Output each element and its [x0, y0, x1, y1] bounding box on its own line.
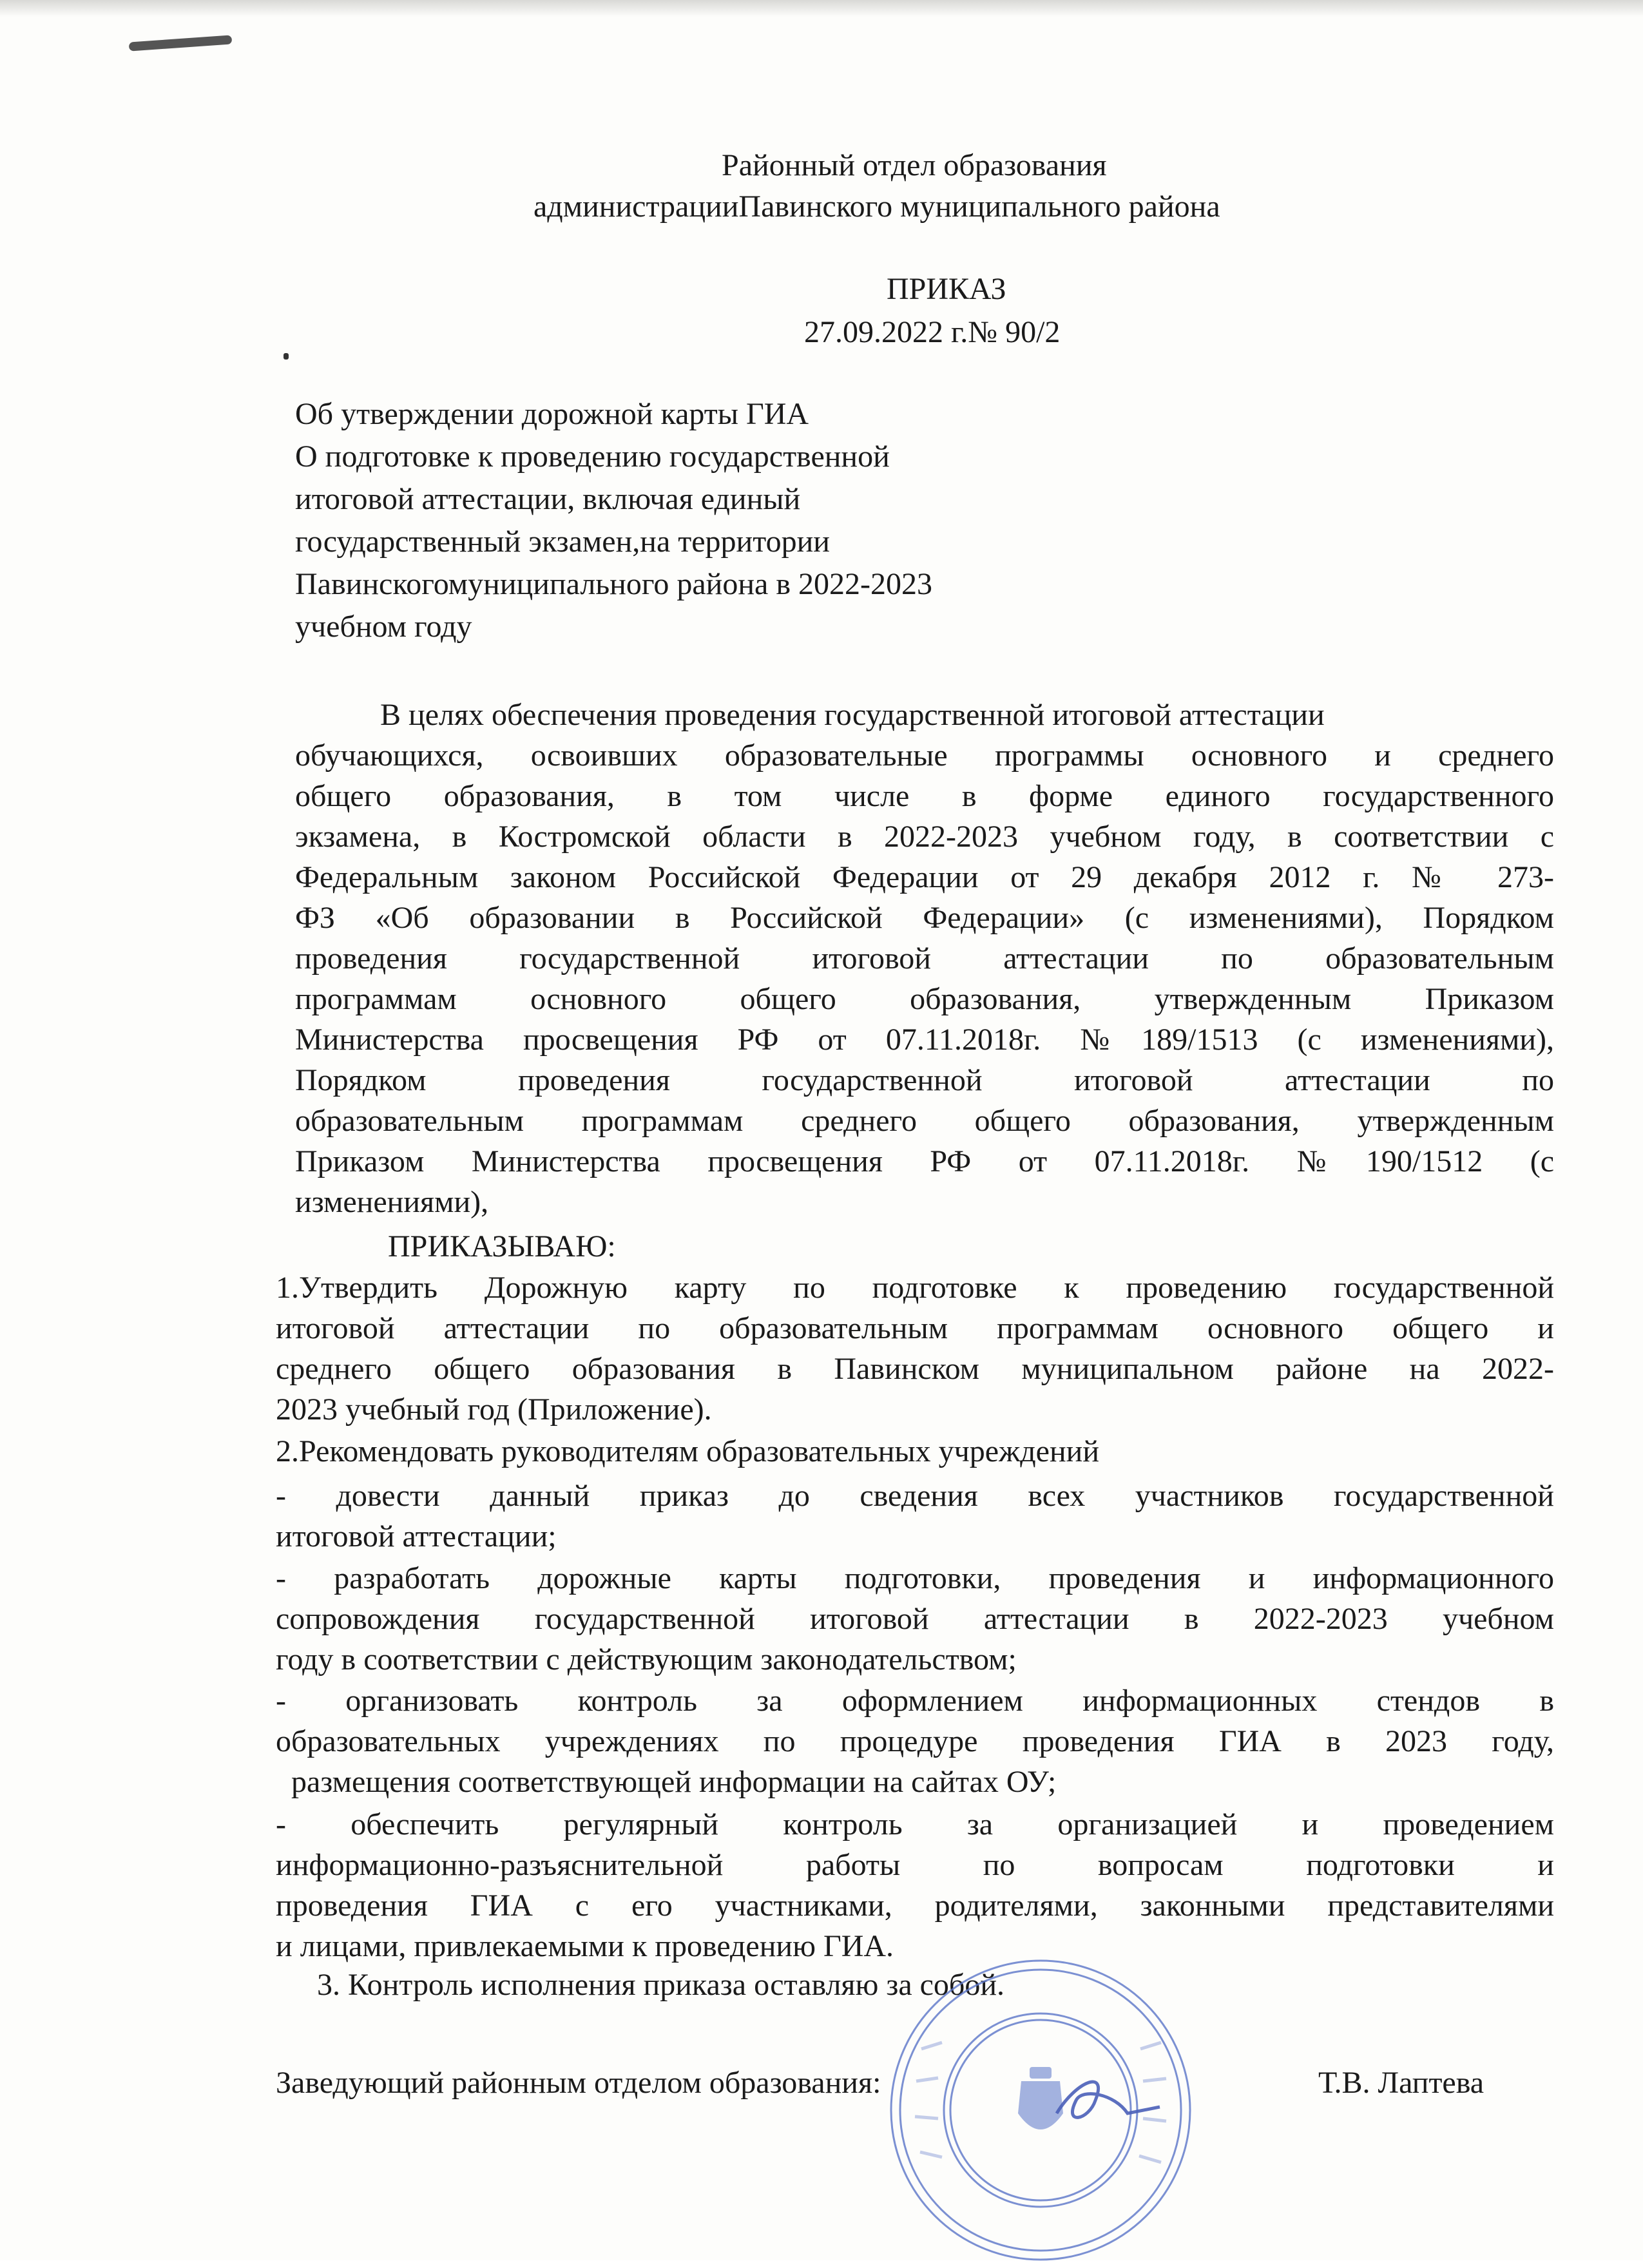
scan-dot [283, 353, 289, 360]
preamble-line: В целях обеспечения проведения государственной итоговой аттестации [380, 698, 1325, 732]
item-1-line: 1.Утвердить Дорожную карту по подготовке к проведению государственной [276, 1271, 1554, 1305]
item-1-line: итоговой аттестации по образовательным программам основного общего и [276, 1311, 1554, 1345]
sub-1-line: - довести данный приказ до сведения всех участников государственной [276, 1479, 1554, 1513]
item-1 [276, 1267, 1554, 1430]
item-1-line: среднего общего образования в Павинском муниципальном районе на 2022- [276, 1352, 1554, 1386]
handwritten-signature [1057, 2082, 1160, 2117]
sub-2-line: году в соответствии с действующим законодательством; [276, 1642, 1017, 1677]
item-2-sub-4 [276, 1804, 1554, 1966]
sub-4-line: проведения ГИА с его участниками, родителями, законными представителями [276, 1888, 1554, 1923]
order-subject [295, 393, 932, 648]
org-line-1: Районный отдел образования [722, 148, 1107, 182]
preamble-line: Федеральным законом Российской Федерации от 29 декабря 2012 г. № 273- [295, 860, 1554, 894]
sub-1-line: итоговой аттестации; [276, 1519, 557, 1553]
sub-3-line: образовательных учреждениях по процедуре проведения ГИА в 2023 году, [276, 1724, 1554, 1758]
preamble-line: Приказом Министерства просвещения РФ от 07.11.2018г. №190/1512 (с [295, 1144, 1554, 1178]
preamble-line: Министерства просвещения РФ от 07.11.2018г. №189/1513 (с изменениями), [295, 1023, 1554, 1057]
scan-mark [129, 35, 233, 51]
preamble-line: изменениями), [295, 1185, 489, 1219]
preamble-paragraph [295, 695, 1554, 1222]
subject-line: итоговой аттестации, включая единый [295, 482, 801, 516]
subject-line: государственный экзамен,на территории [295, 524, 830, 559]
order-date-number: 27.09.2022 г.№ 90/2 [804, 315, 1061, 349]
preamble-line: экзамена, в Костромской области в 2022-2023 учебном году, в соответствии с [295, 820, 1554, 854]
org-line-2: администрацииПавинского муниципального района [533, 189, 1220, 224]
preamble-line: обучающихся, освоивших образовательные программы основного и среднего [295, 738, 1554, 773]
subject-line: Павинскогомуниципального района в 2022-2023 [295, 567, 932, 601]
sub-3-line: размещения соответствующей информации на сайтах ОУ; [291, 1765, 1057, 1799]
signature-name: Т.В. Лаптева [1318, 2066, 1484, 2100]
order-title: ПРИКАЗ [887, 272, 1006, 306]
preamble-line: проведения государственной итоговой аттестации по образовательным [295, 941, 1554, 975]
subject-line: Об утверждении дорожной карты ГИА [295, 397, 809, 431]
item-1-line: 2023 учебный год (Приложение). [276, 1392, 712, 1427]
subject-line: О подготовке к проведению государственной [295, 439, 890, 474]
order-word: ПРИКАЗЫВАЮ: [388, 1229, 616, 1264]
subject-line: учебном году [295, 610, 472, 644]
sub-2-line: сопровождения государственной итоговой аттестации в 2022-2023 учебном [276, 1602, 1554, 1636]
signature-position: Заведующий районным отделом образования: [276, 2066, 881, 2100]
preamble-line: Порядком проведения государственной итоговой аттестации по [295, 1063, 1554, 1097]
preamble-line: ФЗ «Об образовании в Российской Федерации» (с изменениями), Порядком [295, 901, 1554, 935]
item-2-sub-2 [276, 1558, 1554, 1680]
preamble-line: общего образования, в том числе в форме единого государственного [295, 779, 1554, 813]
item-2-sub-1 [276, 1475, 1554, 1557]
item-3: 3. Контроль исполнения приказа оставляю за собой. [317, 1968, 1005, 2002]
scan-edge-shadow [0, 0, 1643, 17]
preamble-line: программам основного общего образования, утвержденным Приказом [295, 982, 1554, 1016]
sub-4-line: информационно-разъяснительной работы по вопросам подготовки и [276, 1848, 1554, 1882]
item-2-sub-3 [276, 1680, 1554, 1802]
preamble-line: образовательным программам среднего общего образования, утвержденным [295, 1104, 1554, 1138]
sub-2-line: - разработать дорожные карты подготовки, проведения и информационного [276, 1561, 1554, 1595]
sub-3-line: - организовать контроль за оформлением информационных стендов в [276, 1684, 1554, 1718]
sub-4-line: и лицами, привлекаемыми к проведению ГИА. [276, 1929, 894, 1963]
sub-4-line: - обеспечить регулярный контроль за организацией и проведением [276, 1807, 1554, 1841]
official-seal-stamp [883, 1952, 1198, 2268]
item-2-head: 2.Рекомендовать руководителям образовательных учреждений [276, 1434, 1100, 1468]
